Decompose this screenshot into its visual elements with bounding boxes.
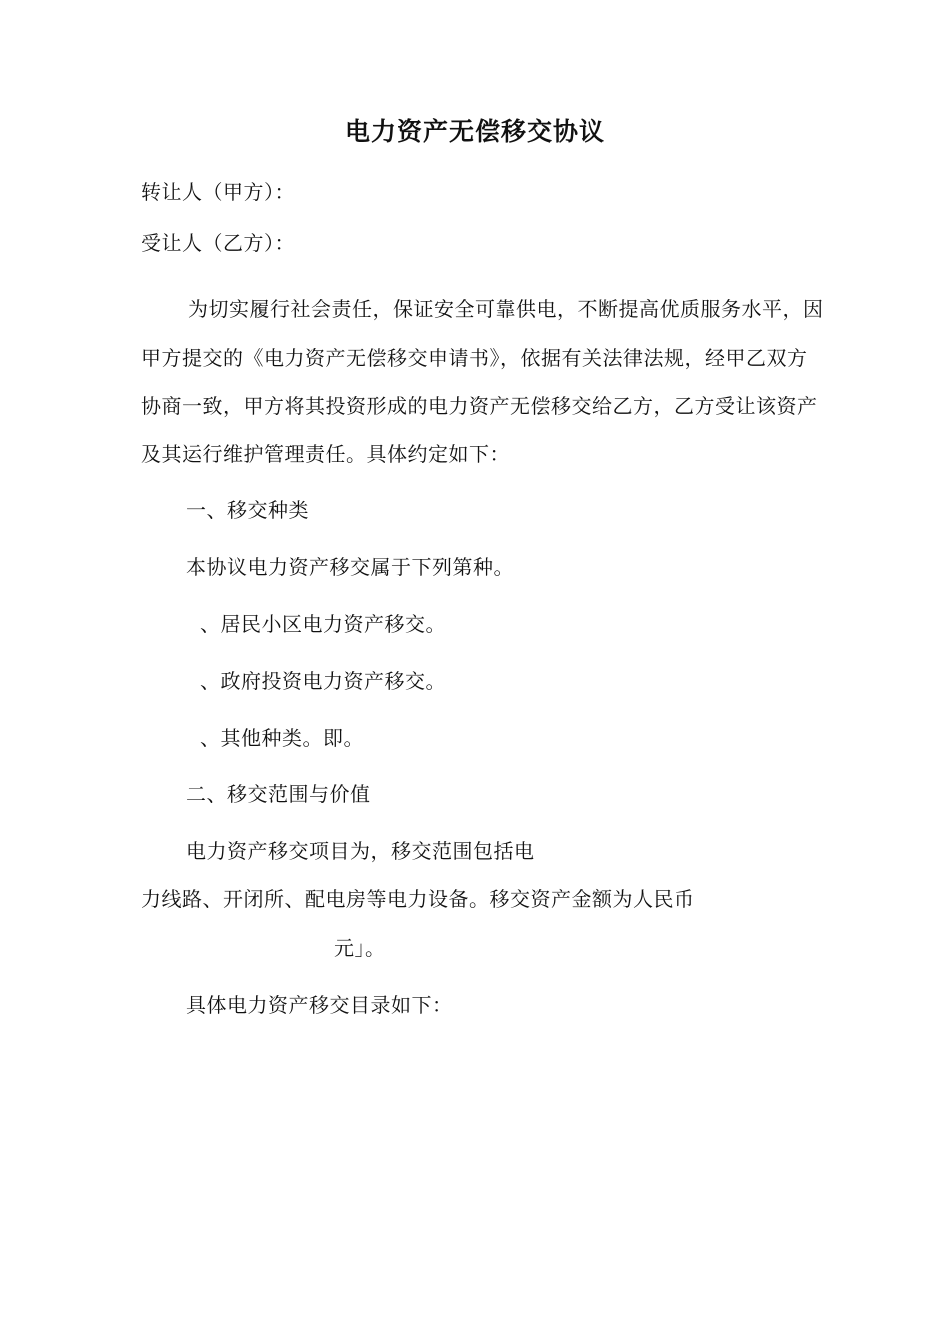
section-1-heading: 一、移交种类: [186, 498, 309, 522]
section-2-paragraph: 力线路、开闭所、配电房等电力设备。移交资产金额为人民币: [141, 887, 695, 911]
section-1-item: 、其他种类。即。: [200, 726, 364, 750]
party-a-label: 转让人（甲方）：: [141, 180, 295, 204]
intro-line-2: 甲方提交的《电力资产无偿移交申请书》，依据有关法律法规，经甲乙双方: [141, 346, 808, 370]
section-2-paragraph: 元」。: [334, 936, 386, 960]
document-title: 电力资产无偿移交协议: [344, 117, 605, 146]
section-1-item: 、政府投资电力资产移交。: [200, 669, 446, 693]
section-2-paragraph: 具体电力资产移交目录如下：: [186, 993, 453, 1017]
intro-line-4: 及其运行维护管理责任。具体约定如下：: [141, 442, 510, 466]
section-2-paragraph: 电力资产移交项目为，移交范围包括电: [186, 839, 535, 863]
section-2-heading: 二、移交范围与价值: [186, 782, 371, 806]
section-1-item: 、居民小区电力资产移交。: [200, 612, 446, 636]
party-b-label: 受让人（乙方）：: [141, 231, 295, 255]
intro-line-3: 协商一致，甲方将其投资形成的电力资产无偿移交给乙方，乙方受让该资产: [141, 394, 818, 418]
section-1-lead: 本协议电力资产移交属于下列第种。: [186, 555, 514, 579]
intro-line-1: 为切实履行社会责任，保证安全可靠供电，不断提高优质服务水平，因: [188, 297, 824, 321]
